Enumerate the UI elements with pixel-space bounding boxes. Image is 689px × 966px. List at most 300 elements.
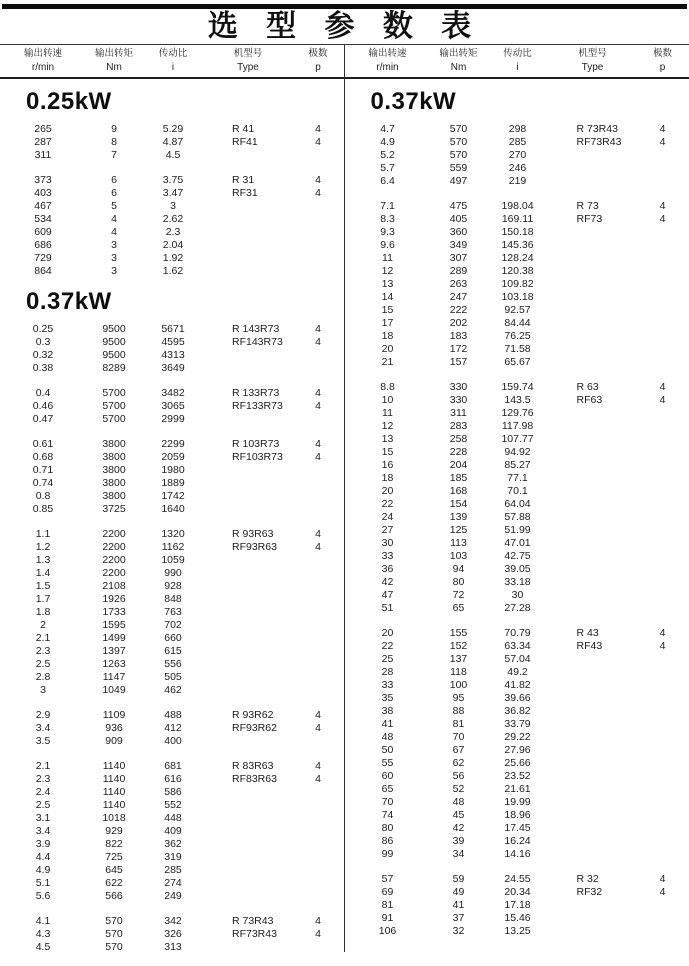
table-cell: 2299 [142,438,204,451]
table-cell: 3 [86,239,142,252]
table-cell [637,770,689,783]
table-cell: 74 [345,809,431,822]
table-cell: R 31 [204,174,292,187]
table-cell: 1980 [142,464,204,477]
table-cell: 4 [86,213,142,226]
table-cell [637,925,689,938]
table-cell: 1059 [142,554,204,567]
table-cell [637,666,689,679]
table-cell [549,498,637,511]
table-cell [292,645,344,658]
table-row [345,783,689,796]
table-cell: 70.1 [487,485,549,498]
table-cell [549,589,637,602]
table-cell: 35 [345,692,431,705]
table-cell: RF143R73 [204,336,292,349]
table-cell [292,941,344,954]
table-row [0,851,345,864]
table-cell: 342 [142,915,204,928]
table-cell [292,477,344,490]
table-cell: 3800 [86,490,142,503]
table-cell [292,413,344,426]
header-right-half [345,47,689,75]
table-cell: 616 [142,773,204,786]
table-cell: 204 [431,459,487,472]
table-row [0,265,345,278]
table-cell [549,239,637,252]
table-cell [204,877,292,890]
table-cell [549,278,637,291]
table-cell [292,812,344,825]
table-cell: RF93R63 [204,541,292,554]
table-row [345,666,689,679]
table-row [345,175,689,188]
table-cell: 6 [86,174,142,187]
table-cell: 129.76 [487,407,549,420]
table-cell: 0.74 [0,477,86,490]
table-cell: R 73 [549,200,637,213]
table-cell: 198.04 [487,200,549,213]
table-row [0,349,345,362]
table-cell [204,149,292,162]
table-cell [549,692,637,705]
table-cell [292,658,344,671]
table-row [0,928,345,941]
table-cell [637,317,689,330]
table-row [345,653,689,666]
table-cell: 586 [142,786,204,799]
table-cell: 57.04 [487,653,549,666]
table-cell [292,554,344,567]
table-cell [292,503,344,516]
table-cell: 18 [345,472,431,485]
table-cell [204,825,292,838]
table-row [345,123,689,136]
table-cell: 95 [431,692,487,705]
table-row [345,848,689,861]
row-group [0,915,345,954]
table-cell: R 73R43 [204,915,292,928]
table-cell: 1.2 [0,541,86,554]
table-cell: 4 [86,226,142,239]
table-cell: RF41 [204,136,292,149]
table-cell: 5.29 [142,123,204,136]
table-cell [292,593,344,606]
table-cell: 488 [142,709,204,722]
table-row [345,731,689,744]
table-row [0,825,345,838]
column-header-label: 输出转矩 [431,47,487,61]
table-cell [637,175,689,188]
table-cell: 18.96 [487,809,549,822]
table-cell [549,433,637,446]
table-cell: 41.82 [487,679,549,692]
table-row [0,812,345,825]
table-cell [292,838,344,851]
table-row [0,877,345,890]
table-cell: 448 [142,812,204,825]
table-cell: 51.99 [487,524,549,537]
table-row [0,490,345,503]
column-header [487,47,549,75]
table-row [0,915,345,928]
table-cell: 15 [345,446,431,459]
table-cell [204,890,292,903]
table-row [0,941,345,954]
table-cell: 2.04 [142,239,204,252]
table-cell [204,239,292,252]
table-cell: 1.1 [0,528,86,541]
table-cell [292,239,344,252]
table-cell [204,567,292,580]
table-cell: 3800 [86,477,142,490]
table-cell [637,809,689,822]
table-cell [637,692,689,705]
column-header-label: 极数 [637,47,689,61]
table-cell [204,554,292,567]
table-cell [637,265,689,278]
table-cell: 2200 [86,567,142,580]
table-cell: 570 [86,915,142,928]
table-cell: 822 [86,838,142,851]
table-cell: 265 [0,123,86,136]
table-row [0,477,345,490]
table-cell: 1926 [86,593,142,606]
table-cell: 39.66 [487,692,549,705]
table-cell: 4.3 [0,928,86,941]
table-cell [549,407,637,420]
table-cell: 106 [345,925,431,938]
table-cell: 285 [487,136,549,149]
table-cell [637,498,689,511]
table-cell: 1397 [86,645,142,658]
table-cell: 17 [345,317,431,330]
table-cell [549,653,637,666]
table-cell: 1263 [86,658,142,671]
table-cell: RF83R63 [204,773,292,786]
table-cell [204,200,292,213]
column-header-unit: Type [549,61,637,75]
table-cell: 76.25 [487,330,549,343]
table-cell: 34 [431,848,487,861]
table-cell: 56 [431,770,487,783]
table-cell: 3725 [86,503,142,516]
table-cell [549,809,637,822]
table-cell: 145.36 [487,239,549,252]
table-cell: 3.4 [0,825,86,838]
table-cell: 63.34 [487,640,549,653]
table-row [345,679,689,692]
table-cell: 0.46 [0,400,86,413]
table-cell: 21.61 [487,783,549,796]
table-cell: 33.18 [487,576,549,589]
table-row [0,438,345,451]
table-cell: 70 [345,796,431,809]
table-cell: 18 [345,330,431,343]
table-cell [204,265,292,278]
table-row [345,265,689,278]
table-cell: 1140 [86,799,142,812]
table-row [345,718,689,731]
table-cell: RF32 [549,886,637,899]
table-cell: 0.4 [0,387,86,400]
column-header-label: 输出转速 [0,47,86,61]
table-cell [549,550,637,563]
table-row [0,890,345,903]
table-cell [549,420,637,433]
table-cell: 1.5 [0,580,86,593]
table-row [345,796,689,809]
table-cell: 4 [292,709,344,722]
table-cell: R 143R73 [204,323,292,336]
table-cell: 39.05 [487,563,549,576]
table-cell [637,718,689,731]
column-header [431,47,487,75]
table-cell [549,511,637,524]
table-cell [549,472,637,485]
table-cell: 1.7 [0,593,86,606]
table-cell [204,503,292,516]
column-header [142,47,204,75]
table-cell [549,265,637,278]
table-cell: 330 [431,381,487,394]
table-cell: 80 [345,822,431,835]
page-title: 选 型 参 数 表 [0,11,689,43]
table-row [345,330,689,343]
table-row [0,136,345,149]
table-cell [637,343,689,356]
table-row [0,503,345,516]
table-row [345,381,689,394]
table-cell: 4 [292,438,344,451]
table-cell: 51 [345,602,431,615]
table-cell: R 43 [549,627,637,640]
table-cell [204,490,292,503]
table-cell: 326 [142,928,204,941]
table-cell: 41 [345,718,431,731]
table-cell: 4.5 [0,941,86,954]
table-cell [637,239,689,252]
table-row [0,541,345,554]
table-cell: 3800 [86,451,142,464]
table-row [345,252,689,265]
table-row [345,744,689,757]
table-cell: 249 [142,890,204,903]
table-cell: 52 [431,783,487,796]
table-cell: RF63 [549,394,637,407]
table-cell: 1742 [142,490,204,503]
table-cell: 24.55 [487,873,549,886]
table-cell: 72 [431,589,487,602]
table-row [345,524,689,537]
table-cell: RF103R73 [204,451,292,464]
table-cell: 570 [86,928,142,941]
table-cell: R 41 [204,123,292,136]
table-cell [549,744,637,757]
table-cell: 15.46 [487,912,549,925]
table-row [345,757,689,770]
table-cell: 4 [637,640,689,653]
table-cell: 570 [431,123,487,136]
table-cell [549,899,637,912]
table-row [0,413,345,426]
table-cell [549,602,637,615]
table-cell: 137 [431,653,487,666]
table-cell: 81 [431,718,487,731]
table-cell: 5.7 [345,162,431,175]
table-cell: 4 [292,722,344,735]
power-section-heading: 0.25kW [26,90,345,114]
row-group [0,387,345,426]
table-cell: 0.8 [0,490,86,503]
table-cell: 168 [431,485,487,498]
table-row [345,912,689,925]
table-cell: 152 [431,640,487,653]
table-cell: 556 [142,658,204,671]
table-cell: 763 [142,606,204,619]
table-row [345,576,689,589]
table-row [0,323,345,336]
column-header [204,47,292,75]
table-cell: R 93R63 [204,528,292,541]
table-cell [549,912,637,925]
table-cell [292,684,344,697]
table-cell: 0.25 [0,323,86,336]
table-cell: 99 [345,848,431,861]
table-cell [637,472,689,485]
table-cell: 409 [142,825,204,838]
header-left-half [0,47,345,75]
table-cell: 202 [431,317,487,330]
table-cell: 16.24 [487,835,549,848]
table-row [345,589,689,602]
table-cell: 8.8 [345,381,431,394]
top-border-line [2,4,687,9]
table-row [345,343,689,356]
table-cell: 65 [345,783,431,796]
table-cell: 14.16 [487,848,549,861]
table-row [0,671,345,684]
table-cell: 183 [431,330,487,343]
table-cell [637,899,689,912]
table-row [0,239,345,252]
table-cell: 0.38 [0,362,86,375]
table-cell: 155 [431,627,487,640]
table-cell: 1640 [142,503,204,516]
table-cell [204,645,292,658]
table-row [345,692,689,705]
table-cell: 3800 [86,464,142,477]
table-cell [549,666,637,679]
table-cell [549,731,637,744]
table-cell: 32 [431,925,487,938]
table-cell: 686 [0,239,86,252]
table-row [0,606,345,619]
table-cell [549,705,637,718]
table-cell [292,349,344,362]
table-cell: 1733 [86,606,142,619]
table-cell: 645 [86,864,142,877]
table-cell: 534 [0,213,86,226]
table-row [0,252,345,265]
table-cell: 0.47 [0,413,86,426]
table-cell [204,838,292,851]
table-cell [549,459,637,472]
table-cell [549,175,637,188]
table-cell: 609 [0,226,86,239]
table-cell: 1049 [86,684,142,697]
table-cell: 19.99 [487,796,549,809]
table-cell: 373 [0,174,86,187]
table-cell: 49 [431,886,487,899]
table-cell [637,796,689,809]
table-cell: 2 [0,619,86,632]
table-cell: 4 [292,451,344,464]
table-cell: 2059 [142,451,204,464]
table-row [0,567,345,580]
table-cell [204,580,292,593]
power-section-heading: 0.37kW [26,290,345,314]
table-cell: 65.67 [487,356,549,369]
table-cell: 349 [431,239,487,252]
table-cell: 120.38 [487,265,549,278]
table-cell: 30 [345,537,431,550]
table-cell: 62 [431,757,487,770]
table-cell: 0.61 [0,438,86,451]
table-cell [292,799,344,812]
table-cell [204,671,292,684]
table-cell: 9.6 [345,239,431,252]
table-cell: R 83R63 [204,760,292,773]
column-header-unit: r/min [345,61,431,75]
table-cell: 25 [345,653,431,666]
table-cell: 2.3 [0,645,86,658]
table-cell: 157 [431,356,487,369]
table-row [345,563,689,576]
table-cell: 319 [142,851,204,864]
table-cell: 128.24 [487,252,549,265]
table-cell: 4313 [142,349,204,362]
table-cell: 4 [292,336,344,349]
column-header-unit: i [487,61,549,75]
table-cell [292,619,344,632]
table-cell: 219 [487,175,549,188]
table-row [0,149,345,162]
table-cell: 45 [431,809,487,822]
table-cell: 1.8 [0,606,86,619]
table-row [345,627,689,640]
table-cell: 84.44 [487,317,549,330]
table-cell: 103 [431,550,487,563]
table-cell: 159.74 [487,381,549,394]
table-cell: 27.28 [487,602,549,615]
table-cell [549,783,637,796]
table-cell: R 133R73 [204,387,292,400]
table-cell: 4 [637,123,689,136]
table-cell: 660 [142,632,204,645]
table-cell: 615 [142,645,204,658]
table-row [345,446,689,459]
row-group [0,760,345,903]
table-cell [204,735,292,748]
table-cell: RF133R73 [204,400,292,413]
table-row [0,174,345,187]
table-cell: 4 [292,136,344,149]
table-cell: 57 [345,873,431,886]
table-cell: 3 [0,684,86,697]
table-cell [637,511,689,524]
table-cell: 566 [86,890,142,903]
